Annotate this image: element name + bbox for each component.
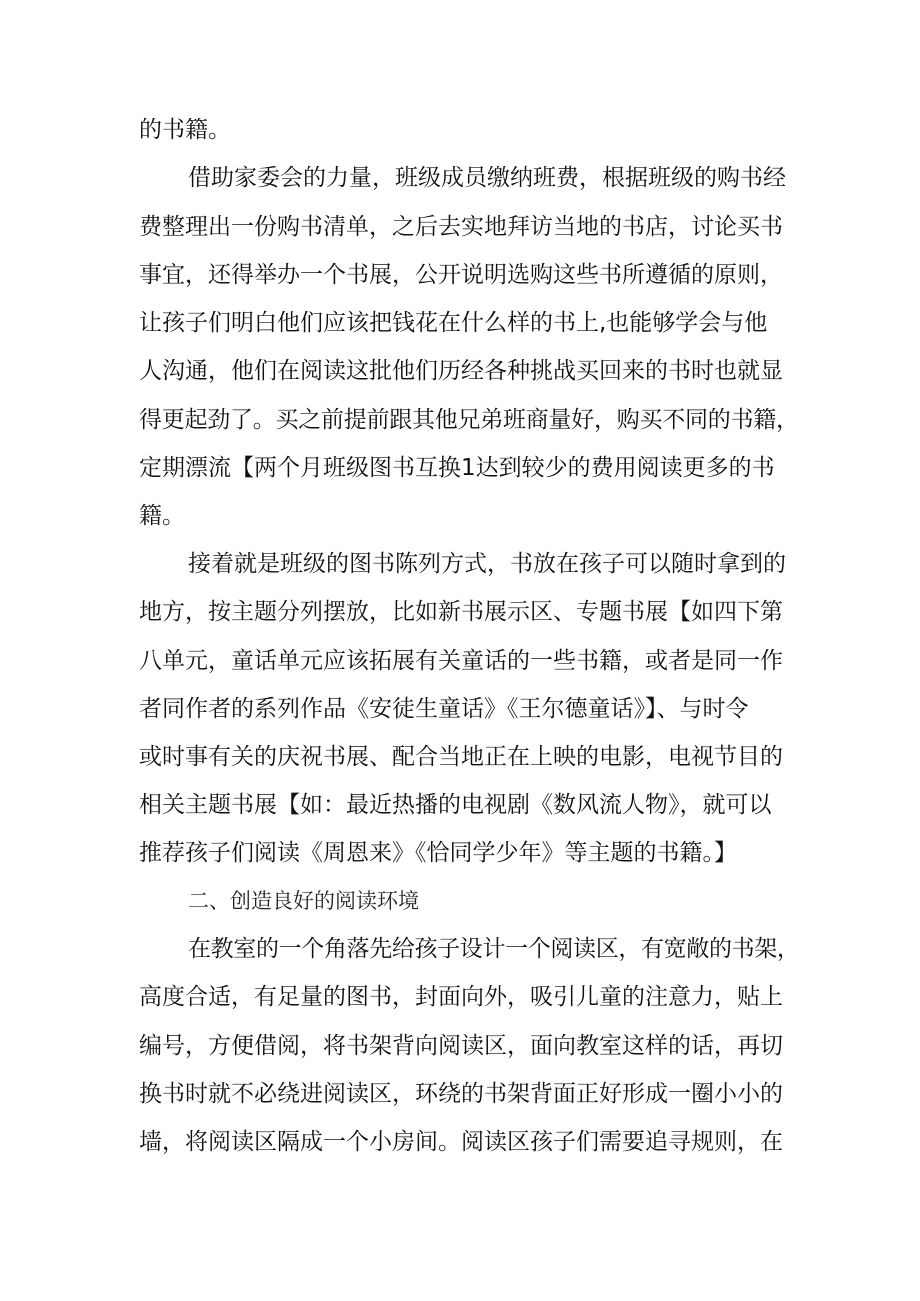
text-line: 地方，按主题分列摆放，比如新书展示区、专题书展【如四下第 xyxy=(139,599,783,625)
text-line: 的书籍。 xyxy=(139,117,231,143)
text-line: 编号，方便借阅，将书架背向阅读区，面向教室这样的话，再切 xyxy=(139,1033,783,1059)
paragraph-start-line: 在教室的一个角落先给孩子设计一个阅读区，有宽敞的书架， xyxy=(188,936,800,962)
text-line: 相关主题书展【如：最近热播的电视剧《数风流人物》，就可以 xyxy=(139,792,772,818)
text-line: 让孩子们明白他们应该把钱花在什么样的书上,也能够学会与他 xyxy=(139,310,768,336)
paragraph-start-line: 借助家委会的力量，班级成员缴纳班费，根据班级的购书经 xyxy=(188,165,786,191)
text-line: 换书时就不必绕进阅读区，环绕的书架背面正好形成一圈小小的 xyxy=(139,1081,783,1107)
paragraph-start-line: 接着就是班级的图书陈列方式，书放在孩子可以随时拿到的 xyxy=(188,551,786,577)
text-line: 事宜，还得举办一个书展，公开说明选购这些书所遵循的原则， xyxy=(139,262,783,288)
text-line: 墙，将阅读区隔成一个小房间。阅读区孩子们需要追寻规则，在 xyxy=(139,1129,783,1155)
text-line: 籍。 xyxy=(139,503,185,529)
text-line: 八单元，童话单元应该拓展有关童话的一些书籍，或者是同一作 xyxy=(139,648,783,674)
text-line: 定期漂流【两个月班级图书互换1达到较少的费用阅读更多的书 xyxy=(139,455,775,481)
text-line: 或时事有关的庆祝书展、配合当地正在上映的电影，电视节目的 xyxy=(139,744,783,770)
text-line: 高度合适，有足量的图书，封面向外，吸引儿童的注意力，贴上 xyxy=(139,984,783,1010)
text-line: 得更起劲了。买之前提前跟其他兄弟班商量好，购买不同的书籍， xyxy=(139,407,799,433)
text-line: 推荐孩子们阅读《周恩来》《恰同学少年》等主题的书籍。】 xyxy=(139,840,737,866)
text-line: 者同作者的系列作品《安徒生童话》《王尔德童话》】、与时令 xyxy=(139,696,749,722)
text-line: 费整理出一份购书清单，之后去实地拜访当地的书店，讨论买书 xyxy=(139,214,783,240)
text-line: 人沟通，他们在阅读这批他们历经各种挑战买回来的书时也就显 xyxy=(139,358,783,384)
section-heading: 二、创造良好的阅读环境 xyxy=(188,889,419,913)
